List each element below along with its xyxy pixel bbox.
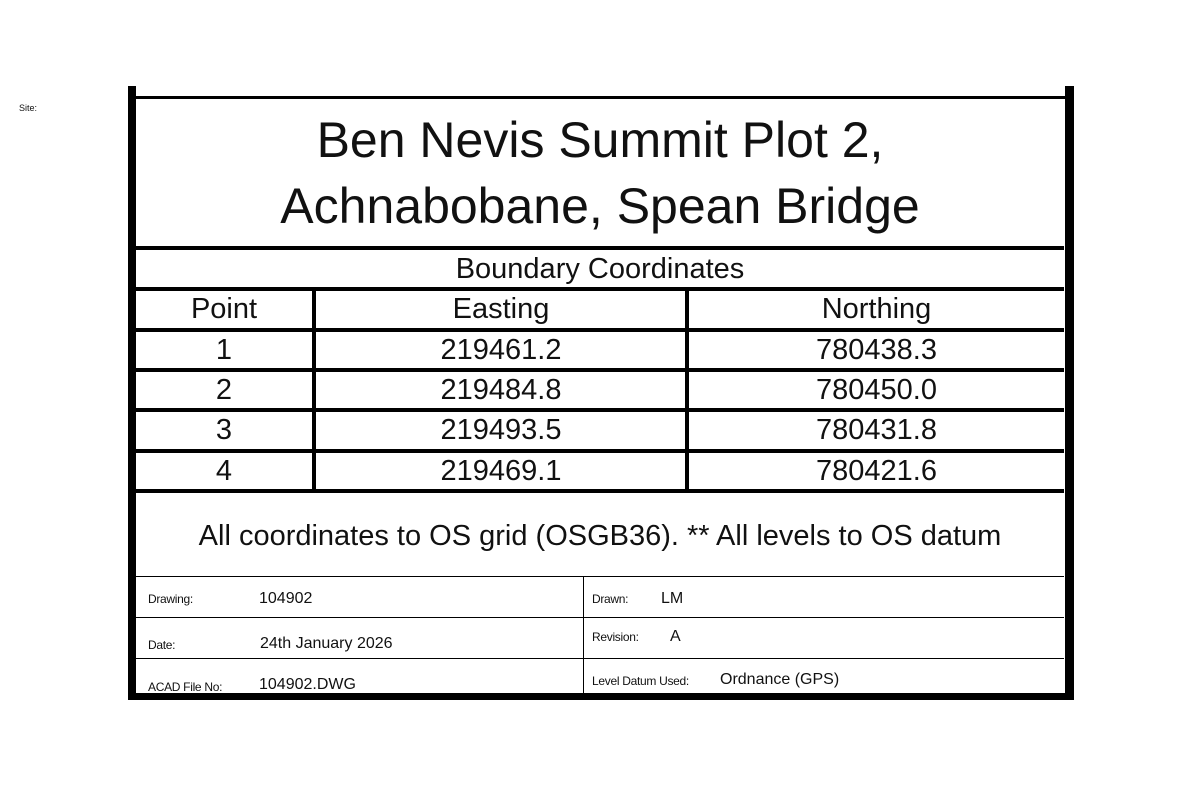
date-label: Date: [148,638,176,652]
acad-file-value: 104902.DWG [259,676,356,693]
frame-right-border [1065,86,1074,700]
table-row [136,451,1064,491]
drawing-label: Drawing: [148,592,193,606]
divider-note-bottom [136,576,1064,577]
divider-details-2 [136,658,1064,659]
site-title-line-1: Ben Nevis Summit Plot 2, [316,112,884,168]
revision-label: Revision: [592,630,639,644]
datum-note: All coordinates to OS grid (OSGB36). ** All levels to OS datum [198,520,1002,552]
details-column-divider [583,576,584,700]
header-point: Point [190,293,258,325]
point-cell: 4 [215,455,233,487]
northing-cell: 780421.6 [816,455,937,487]
point-cell: 3 [215,414,233,446]
point-cell: 1 [215,334,233,366]
divider-header-top [136,96,1064,99]
drawn-value: LM [661,590,684,607]
header-northing: Northing [821,293,932,325]
frame-left-border [128,86,136,700]
divider-details-1 [136,617,1064,618]
site-title-line-2: Achnabobane, Spean Bridge [280,178,920,234]
table-row [136,330,1064,370]
table-row [136,370,1064,410]
easting-cell: 219484.8 [440,374,562,406]
frame-bottom-border [128,693,1074,700]
level-datum-value: Ordnance (GPS) [720,671,840,688]
northing-cell: 780450.0 [816,374,937,406]
header-easting: Easting [452,293,550,325]
level-datum-label: Level Datum Used: [592,674,689,688]
northing-cell: 780438.3 [816,334,937,366]
revision-value: A [670,628,681,645]
table-row [136,410,1064,450]
date-value: 24th January 2026 [260,635,393,652]
table-header-row [136,289,1064,329]
easting-cell: 219461.2 [440,334,562,366]
drawing-value: 104902 [259,590,313,607]
site-label: Site: [19,103,38,113]
easting-cell: 219493.5 [440,414,562,446]
acad-file-label: ACAD File No: [148,680,223,694]
site-title [136,107,1064,239]
point-cell: 2 [215,374,233,406]
easting-cell: 219469.1 [440,455,562,487]
northing-cell: 780431.8 [816,414,937,446]
boundary-coordinates-title: Boundary Coordinates [455,253,745,285]
drawn-label: Drawn: [592,592,629,606]
